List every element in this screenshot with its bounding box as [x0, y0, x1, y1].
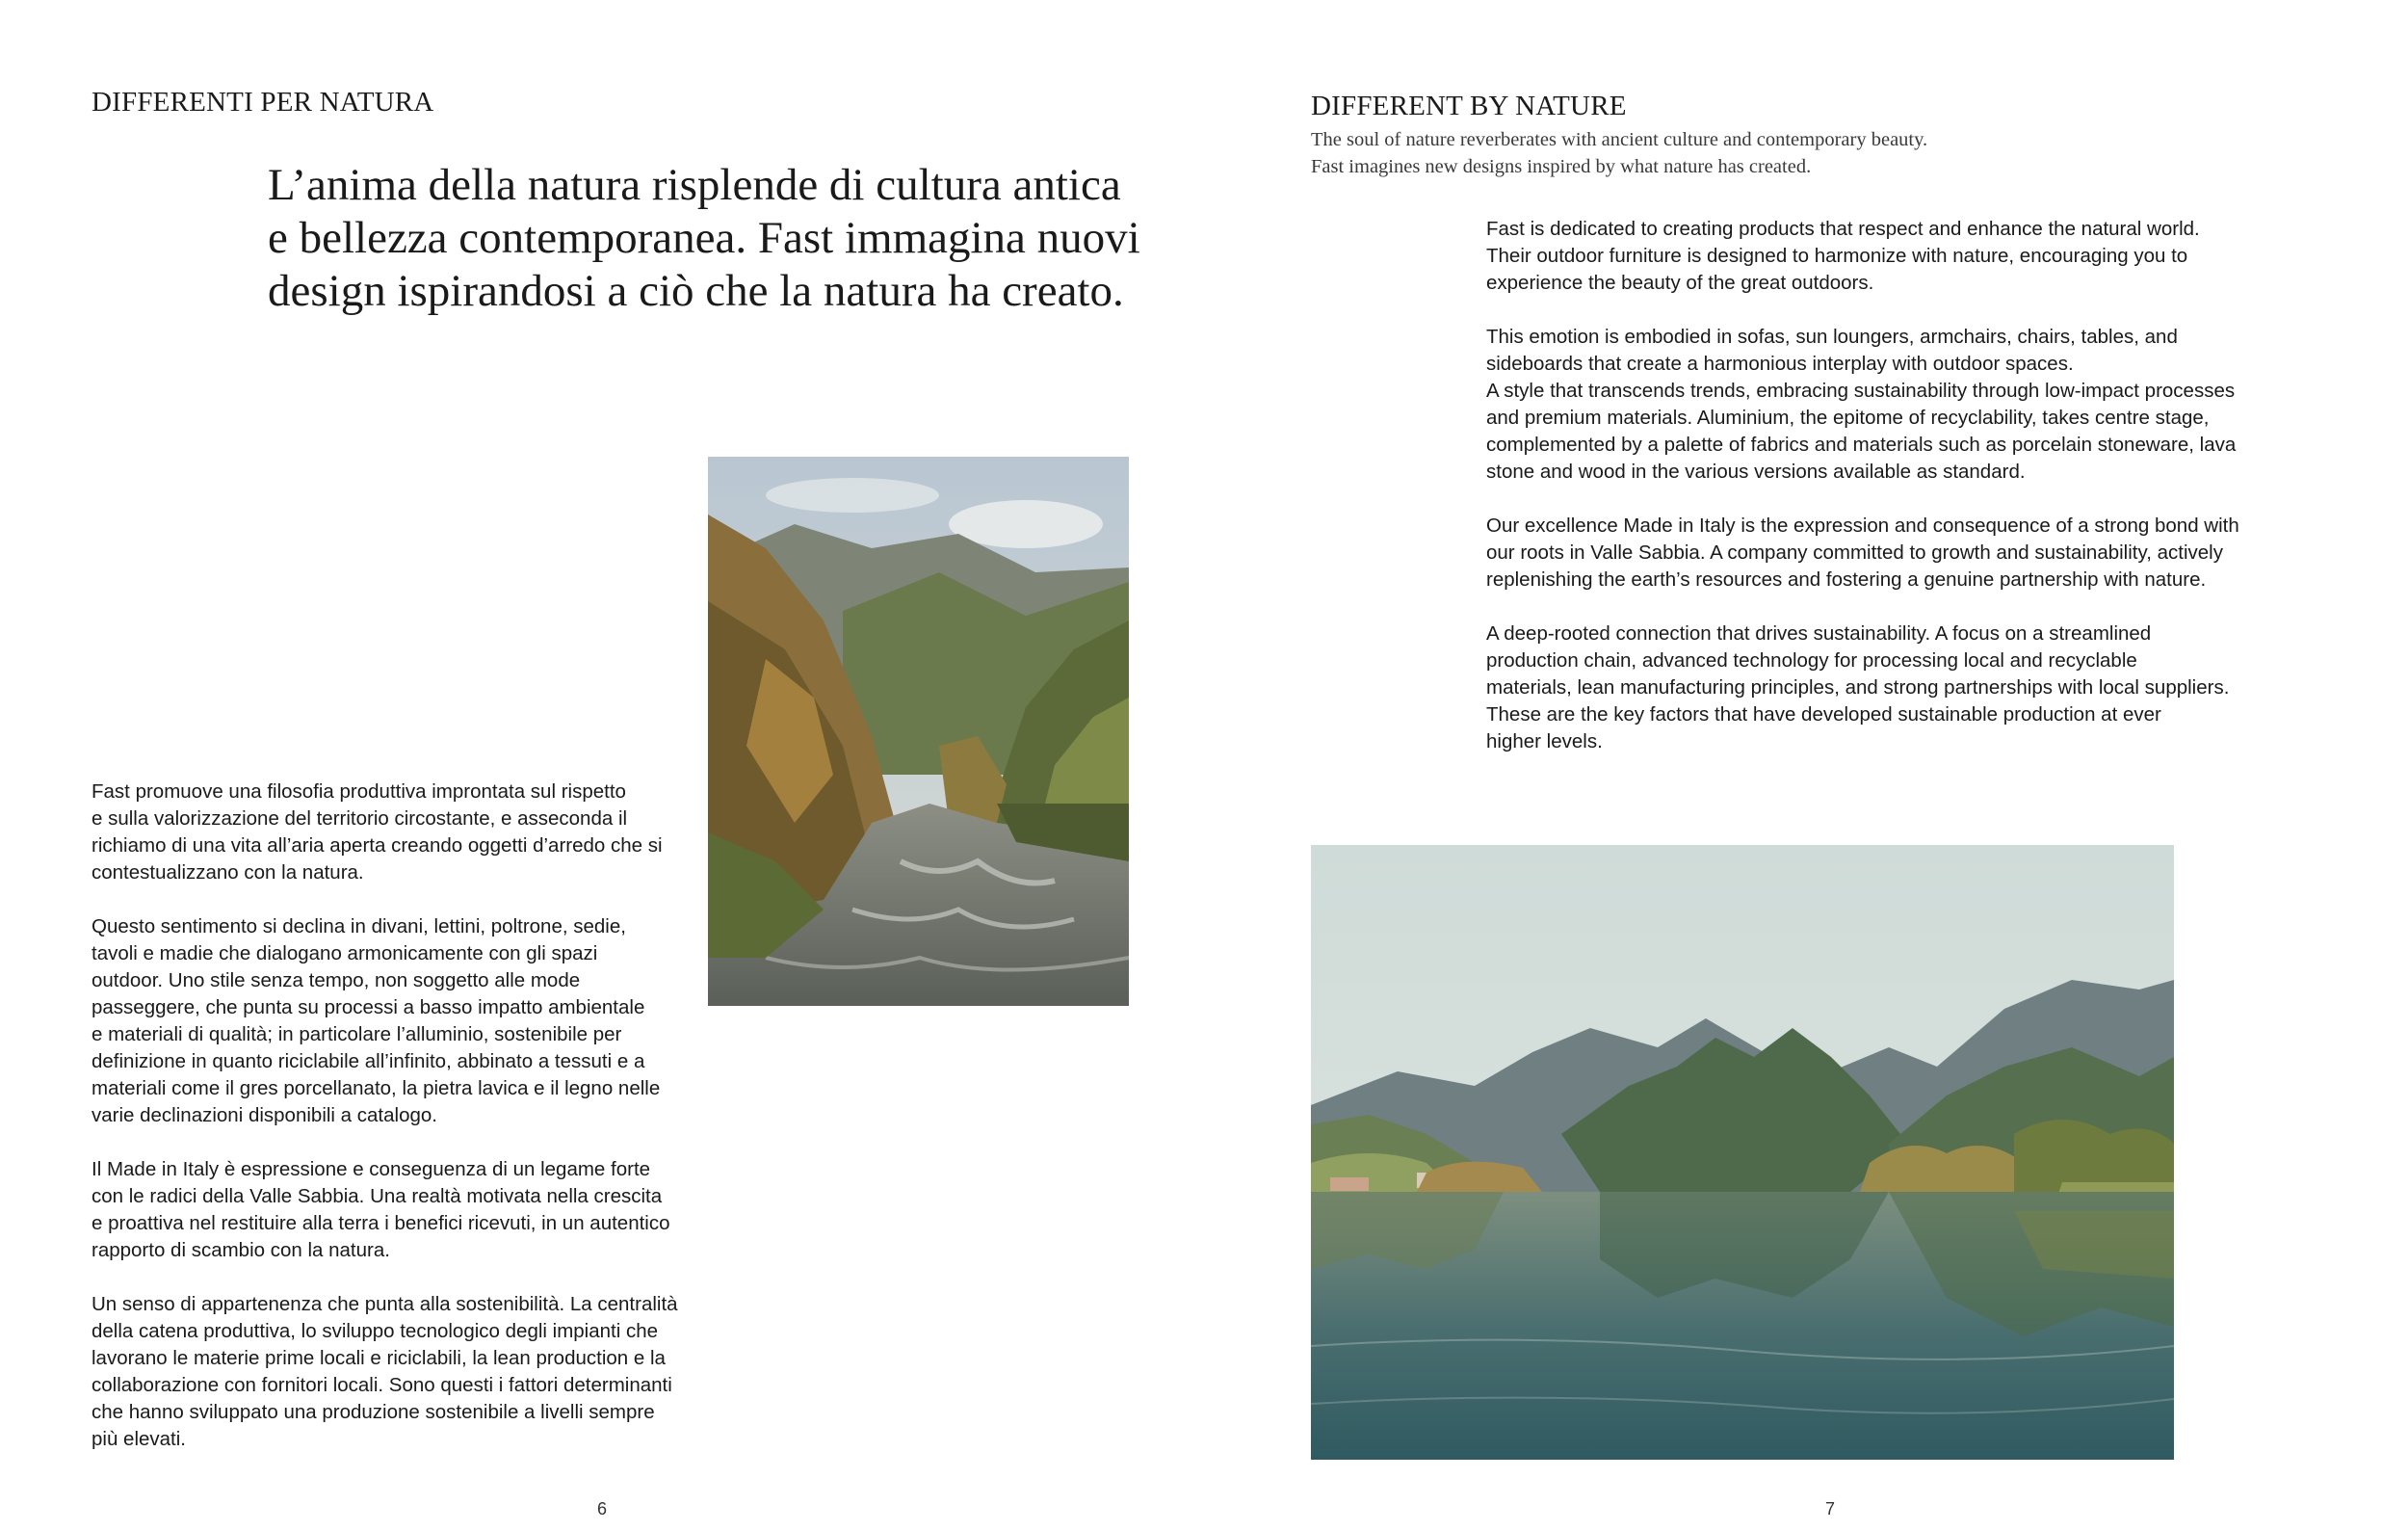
section-title-en: DIFFERENT BY NATURE	[1311, 91, 1627, 121]
text-line: e proattiva nel restituire alla terra i benefici ricevuti, in un autentico	[92, 1212, 670, 1234]
text-line: della catena produttiva, lo sviluppo tecnologico degli impianti che	[92, 1320, 659, 1342]
text-line: che hanno sviluppato una produzione sostenibile a livelli sempre	[92, 1401, 655, 1423]
lake-mountains-photo	[1311, 845, 2174, 1460]
text-line: tavoli e madie che dialogano armonicamente con gli spazi	[92, 942, 598, 964]
subtitle-line: The soul of nature reverberates with ancient culture and contemporary beauty.	[1311, 129, 1928, 150]
text-line: our roots in Valle Sabbia. A company committed to growth and sustainability, actively	[1486, 541, 2223, 564]
text-line: These are the key factors that have developed sustainable production at ever	[1486, 703, 2161, 726]
text-line: rapporto di scambio con la natura.	[92, 1239, 390, 1261]
page-number: 6	[596, 1499, 608, 1518]
text-line: production chain, advanced technology for processing local and recyclable	[1486, 649, 2137, 672]
text-line: collaborazione con fornitori locali. Sono questi i fattori determinanti	[92, 1374, 672, 1396]
text-line: e materiali di qualità; in particolare l’alluminio, sostenibile per	[92, 1023, 622, 1045]
river-valley-photo	[708, 457, 1129, 1006]
text-line: contestualizzano con la natura.	[92, 861, 364, 884]
text-line: varie declinazioni disponibili a catalogo.	[92, 1104, 437, 1126]
text-line: materiali come il gres porcellanato, la pietra lavica e il legno nelle	[92, 1077, 661, 1099]
text-line: This emotion is embodied in sofas, sun loungers, armchairs, chairs, tables, and	[1486, 326, 2178, 348]
text-line: Questo sentimento si declina in divani, lettini, poltrone, sedie,	[92, 915, 626, 937]
text-line: più elevati.	[92, 1428, 187, 1450]
text-line: e sulla valorizzazione del territorio circostante, e asseconda il	[92, 807, 628, 830]
text-line: Il Made in Italy è espressione e conseguenza di un legame forte	[92, 1158, 651, 1180]
text-line: Fast is dedicated to creating products that respect and enhance the natural world.	[1486, 218, 2200, 240]
body-text-en	[1486, 216, 2334, 782]
text-line: A style that transcends trends, embracing sustainability through low-impact processes	[1486, 380, 2236, 402]
lead-line: e bellezza contemporanea. Fast immagina nuovi	[268, 213, 1140, 263]
text-line: experience the beauty of the great outdoors.	[1486, 272, 1874, 294]
paragraph	[1486, 216, 2334, 297]
text-line: stone and wood in the various versions available as standard.	[1486, 461, 2026, 483]
text-line: richiamo di una vita all’aria aperta creando oggetti d’arredo che si	[92, 834, 663, 857]
paragraph	[92, 1156, 708, 1264]
text-line: materials, lean manufacturing principles, and strong partnerships with local suppliers.	[1486, 676, 2230, 699]
text-line: replenishing the earth’s resources and fostering a genuine partnership with nature.	[1486, 568, 2207, 591]
paragraph	[92, 913, 708, 1129]
text-line: lavorano le materie prime locali e riciclabili, la lean production e la	[92, 1347, 666, 1369]
text-line: passeggere, che punta su processi a basso impatto ambientale	[92, 996, 645, 1018]
body-text-it	[92, 779, 708, 1480]
text-line: and premium materials. Aluminium, the epitome of recyclability, takes centre stage,	[1486, 407, 2210, 429]
text-line: A deep-rooted connection that drives sustainability. A focus on a streamlined	[1486, 622, 2152, 645]
lead-line: design ispirandosi a ciò che la natura ha creato.	[268, 266, 1124, 316]
subtitle-line: Fast imagines new designs inspired by what nature has created.	[1311, 156, 1812, 177]
paragraph	[92, 1291, 708, 1453]
lead-line: L’anima della natura risplende di cultura antica	[268, 160, 1121, 210]
text-line: con le radici della Valle Sabbia. Una realtà motivata nella crescita	[92, 1185, 663, 1207]
paragraph	[92, 779, 708, 886]
subtitle-en	[1311, 126, 1927, 180]
lead-statement-it	[268, 159, 1154, 318]
right-page	[1204, 0, 2408, 1531]
text-line: Fast promuove una filosofia produttiva improntata sul rispetto	[92, 780, 626, 803]
paragraph	[1486, 620, 2334, 755]
text-line: sideboards that create a harmonious interplay with outdoor spaces.	[1486, 353, 2074, 375]
section-title-it: DIFFERENTI PER NATURA	[92, 87, 434, 118]
text-line: higher levels.	[1486, 730, 1603, 752]
text-line: definizione in quanto riciclabile all’infinito, abbinato a tessuti e a	[92, 1050, 645, 1072]
text-line: Their outdoor furniture is designed to harmonize with nature, encouraging you to	[1486, 245, 2188, 267]
page-number: 7	[1824, 1499, 1836, 1518]
paragraph	[1486, 324, 2334, 486]
paragraph	[1486, 513, 2334, 594]
text-line: Un senso di appartenenza che punta alla sostenibilità. La centralità	[92, 1293, 678, 1315]
text-line: outdoor. Uno stile senza tempo, non soggetto alle mode	[92, 969, 581, 991]
text-line: Our excellence Made in Italy is the expression and consequence of a strong bond with	[1486, 515, 2239, 537]
text-line: complemented by a palette of fabrics and materials such as porcelain stoneware, lava	[1486, 434, 2237, 456]
